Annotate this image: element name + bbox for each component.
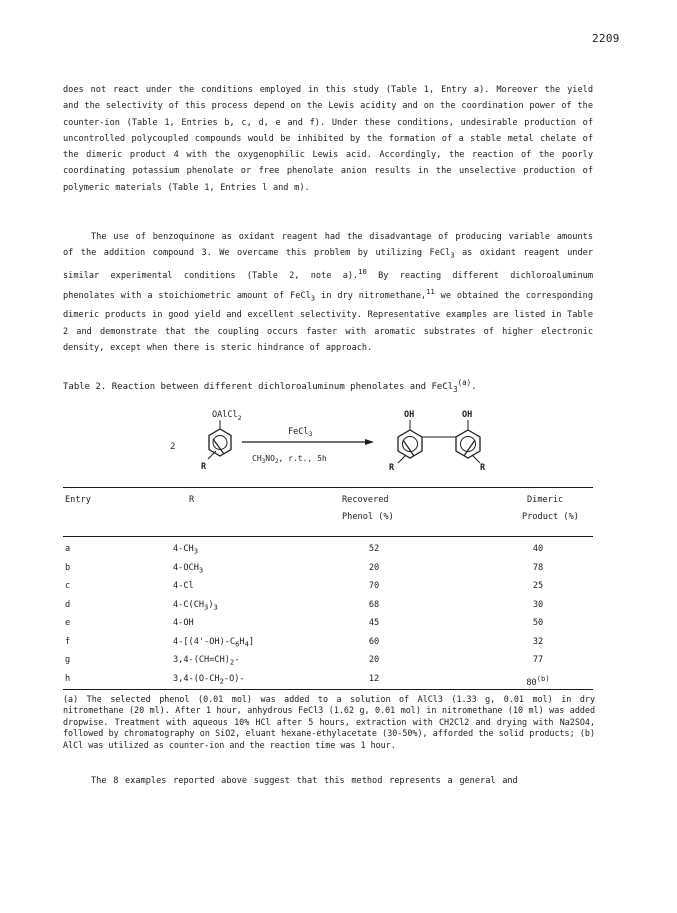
cell-dimeric: 78 xyxy=(532,562,544,573)
cell-substituent: $4-C(CH_3)_3$ xyxy=(173,599,218,612)
header-dimeric-2: Product (%) xyxy=(522,512,579,522)
cell-recovered: 60 xyxy=(368,636,380,647)
table-bottom-rule xyxy=(63,689,593,690)
cell-recovered: 45 xyxy=(368,618,380,628)
svg-text:CH3NO2, r.t., 5h: $CH_3NO_2$, r.t., 5h xyxy=(252,454,327,465)
cell-entry: e xyxy=(65,618,71,628)
table-row xyxy=(63,581,593,600)
reaction-arrow xyxy=(242,427,374,465)
cell-entry: b xyxy=(65,562,71,573)
cell-dimeric: 30 xyxy=(532,599,544,610)
coefficient: 2 xyxy=(170,442,176,452)
svg-text:R: R xyxy=(201,462,207,472)
page-number: 2209 xyxy=(592,32,620,45)
table-row xyxy=(63,618,593,637)
cell-substituent: $3,4-(O-CH_2-O)-$ xyxy=(173,673,245,686)
cell-substituent: 4-Cl xyxy=(173,581,194,591)
table-row xyxy=(63,600,593,619)
cell-entry: f xyxy=(65,636,71,647)
header-dimeric-1: Dimeric xyxy=(527,495,564,505)
cell-entry: d xyxy=(65,599,71,610)
header-recovered-1: Recovered xyxy=(342,495,389,505)
table-body xyxy=(63,544,593,692)
svg-text:R: R xyxy=(480,463,486,473)
header-entry: Entry xyxy=(65,495,91,505)
table-row xyxy=(63,563,593,582)
cell-substituent: 4-OH xyxy=(173,618,194,628)
paragraph-1: does not react under the conditions employed in this study (Table 1, Entry a). Moreover the yield and the selectivity of this process depend on the Lewis acidity and on the coordination power of the counter-ion (Table 1, Entries b, c, d, e and f). Under these conditions, undesirable production of uncontrolled polycoupled compounds would be inhibited by the formation of a stable metal chelate of the dimeric product 4 with the oxygenophilic Lewis acid. Accordingly, the reaction of the poorly coordinating potassium phenolate or free phenolate anion results in the unselective production of polymeric materials (Table 1, Entries l and m). xyxy=(63,85,593,193)
cell-recovered: 12 xyxy=(368,673,380,684)
cell-recovered: 20 xyxy=(368,562,380,573)
header-recovered-2: Phenol (%) xyxy=(342,512,394,522)
cell-recovered: 20 xyxy=(368,655,380,665)
cell-substituent: $3,4-(CH=CH)_2-$ xyxy=(173,655,240,667)
header-r: R xyxy=(189,495,195,505)
cell-entry: h xyxy=(65,673,71,684)
table-caption: Table 2. Reaction between different dichloroaluminum phenolates and FeCl$_3^{(a)}$. xyxy=(63,378,477,394)
cell-dimeric: 40 xyxy=(532,544,544,554)
svg-text:R: R xyxy=(389,463,395,473)
reaction-scheme xyxy=(160,408,520,490)
svg-text:FeCl3: FeCl$_3$ xyxy=(288,427,313,438)
cell-entry: c xyxy=(65,581,71,591)
svg-text:OAlCl2: OAlCl$_2$ xyxy=(212,410,242,422)
table-footnote: (a) The selected phenol (0.01 mol) was added to a solution of AlCl3 (1.33 g, 0.01 mol) in dry nitromethane (20 ml). After 1 hour, anhydrous FeCl3 (1.62 g, 0.01 mol) in nitromethane (10 ml) was added dropwise. Treatment with aqueous 10% HCl after 5 hours, extraction with CH2Cl2 and drying with Na2SO4, followed by chromatography on SiO2, eluant hexane-ethylacetate (30-50%), afforded the solid products; (b) AlCl was utilized as counter-ion and the reaction time was 1 hour. xyxy=(63,694,595,750)
paragraph-2: The use of benzoquinone as oxidant reagent had the disadvantage of producing variable amounts of the addition compound 3. We overcame this problem by utilizing FeCl$_3$ as oxidant reagent under similar experimental conditions (Table 2, note a).$^{10}$ By reacting different dichloroaluminum phenolates with a stoichiometric amount of FeCl$_3$ in dry nitromethane,$^{11}$ we obtained the corresponding dimeric products in good yield and excellent selectivity. Representative examples are listed in Table 2 and demonstrate that the coupling occurs faster with aromatic substrates of higher electronic density, except when there is steric hindrance of approach. xyxy=(63,232,594,353)
table-row xyxy=(63,655,593,674)
reactant-structure xyxy=(201,410,242,472)
table-top-rule xyxy=(63,487,593,488)
table-header-rule xyxy=(63,536,593,537)
cell-recovered: 52 xyxy=(368,544,380,554)
cell-recovered: 68 xyxy=(368,599,380,610)
svg-text:OH: OH xyxy=(462,410,473,420)
table-row xyxy=(63,637,593,656)
svg-text:OH: OH xyxy=(404,410,415,420)
cell-dimeric: 50 xyxy=(532,618,544,628)
table-row xyxy=(63,544,593,563)
cell-entry: a xyxy=(65,544,71,554)
cell-dimeric: 25 xyxy=(532,581,544,591)
product-structure xyxy=(389,410,486,473)
cell-dimeric: 32 xyxy=(532,636,544,647)
paragraph-closing: The 8 examples reported above suggest that this method represents a general and xyxy=(91,776,518,786)
cell-recovered: 70 xyxy=(368,581,380,591)
cell-substituent: $4-OCH_3$ xyxy=(173,562,204,575)
cell-dimeric: 80$^{(b)}$ xyxy=(526,673,550,688)
cell-dimeric: 77 xyxy=(532,655,544,665)
cell-substituent: $4-CH_3$ xyxy=(173,544,199,556)
cell-entry: g xyxy=(65,655,71,665)
cell-substituent: $4-[(4'-OH)-C_6H_4]$ xyxy=(173,636,255,649)
